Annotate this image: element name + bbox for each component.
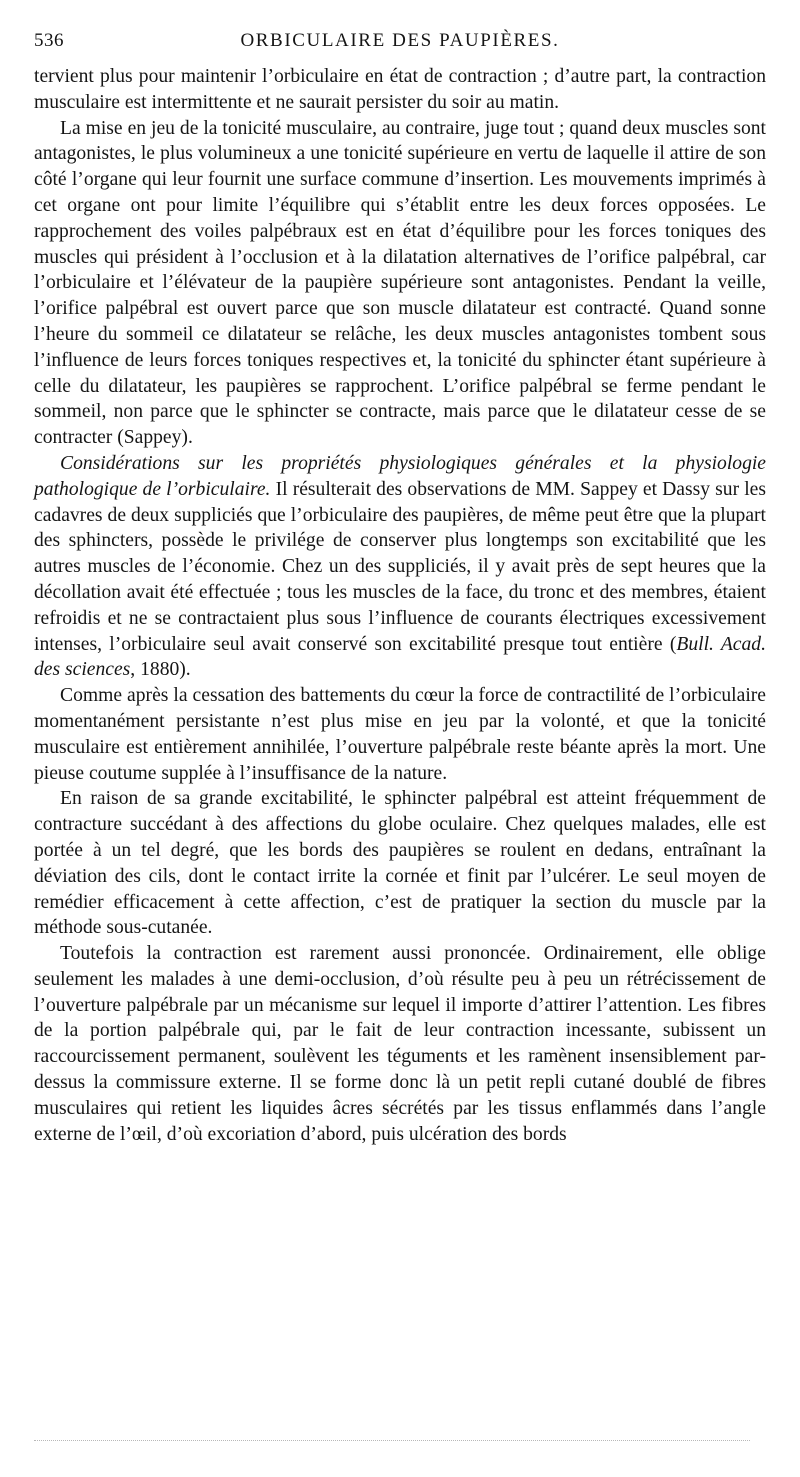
paragraph-continuation (34, 64, 766, 116)
paragraph-text: tervient plus pour maintenir l’orbiculaire en état de contraction ; d’autre part, la contraction musculaire est intermittente et ne saurait persister du soir au matin. (34, 66, 766, 113)
paragraph-tonicity (34, 116, 766, 451)
page-number: 536 (34, 30, 64, 51)
paragraph-text: Comme après la cessation des battements du cœur la force de contractilité de l’orbiculaire momentanément persistante n’est plus mise en jeu par la volonté, et que la tonicité musculaire est entièrement annihilée, l’ouverture palpébrale reste béante après la mort. Une pieuse coutume supplée à l’insuffisance de la nature. (34, 685, 766, 784)
body-text (34, 64, 766, 1147)
page-header (34, 30, 766, 56)
section-heading: Considérations sur les propriétés physiologiques générales et la physiologie pathologique de l’orbiculaire. (34, 452, 766, 500)
paragraph-contracture (34, 786, 766, 941)
footer-rule (34, 1440, 750, 1441)
paragraph-text: Il résulterait des observations de MM. Sappey et Dassy sur les cadavres de deux suppliciés que l’orbiculaire des paupières, de même peut être que la plupart des sphincters, possède le privilége de conserver plus longtemps son excitabilité que les autres muscles de l’économie. Chez un des suppliciés, il y avait près de sept heures que la décollation avait été effectuée ; tous les muscles de la face, du tronc et des membres, étaient refroidis et ne se contractaient plus sous l’influence de courants électriques excessivement intenses, l’orbiculaire seul avait conservé son excitabilité presque tout entière ( (34, 478, 767, 655)
citation-title: Bull. Acad. des sciences (34, 633, 766, 681)
paragraph-demi-occlusion (34, 941, 766, 1147)
paragraph-text: Toutefois la contraction est rarement aussi prononcée. Ordinairement, elle oblige seulement les malades à une demi-occlusion, d’où résulte peu à peu un rétrécissement de l’ouverture palpébrale par un mécanisme sur lequel il importe d’attirer l’attention. Les fibres de la portion palpébrale qui, par le fait de leur contraction incessante, subissent un raccourcissement permanent, soulèvent les téguments et les ramènent insensiblement par-dessus la commissure externe. Il se forme donc là un petit repli cutané doublé de fibres musculaires qui retient les liquides âcres sécrétés par les tissus enflammés dans l’angle externe de l’œil, d’où excoriation d’abord, puis ulcération des bords (34, 943, 766, 1145)
paragraph-text: La mise en jeu de la tonicité musculaire, au contraire, juge tout ; quand deux muscles sont antagonistes, le plus volumineux a une tonicité supérieure en vertu de laquelle il attire de son côté l’organe qui leur fournit une surface commune d’insertion. Les mouvements imprimés à cet organe ont pour limite l’équilibre qui s’établit entre les deux forces opposées. Le rapprochement des voiles palpébraux est en état d’équilibre pour les forces toniques des muscles qui président à l’occlusion et à la dilatation alternatives de l’orifice palpébral, car l’orbiculaire et l’élévateur de la paupière supérieure sont antagonistes. Pendant la veille, l’orifice palpébral est ouvert parce que son muscle dilatateur est contracté. Quand sonne l’heure du sommeil ce dilatateur se relâche, les deux muscles antagonistes tombent sous l’influence de leurs forces toniques respectives et, la tonicité du sphincter étant supérieure à celle du dilatateur, les paupières se rapprochent. L’orifice palpébral se ferme pendant le sommeil, non parce que le sphincter se contracte, mais parce que le dilatateur cesse de se contracter (Sappey). (34, 117, 766, 449)
paragraph-considerations (34, 451, 766, 683)
running-title: ORBICULAIRE DES PAUPIÈRES. (240, 30, 560, 51)
paragraph-after-death (34, 683, 766, 786)
paragraph-text: En raison de sa grande excitabilité, le sphincter palpébral est atteint fréquemment de contracture succédant à des affections du globe oculaire. Chez quelques malades, elle est portée à un tel degré, que les bords des paupières se roulent en dedans, entraînant la déviation des cils, dont le contact irrite la cornée et finit par l’ulcérer. Le seul moyen de remédier efficacement à cette affection, c’est de pratiquer la section du muscle par la méthode sous-cutanée. (34, 788, 766, 939)
citation-tail: , 1880). (130, 659, 191, 681)
